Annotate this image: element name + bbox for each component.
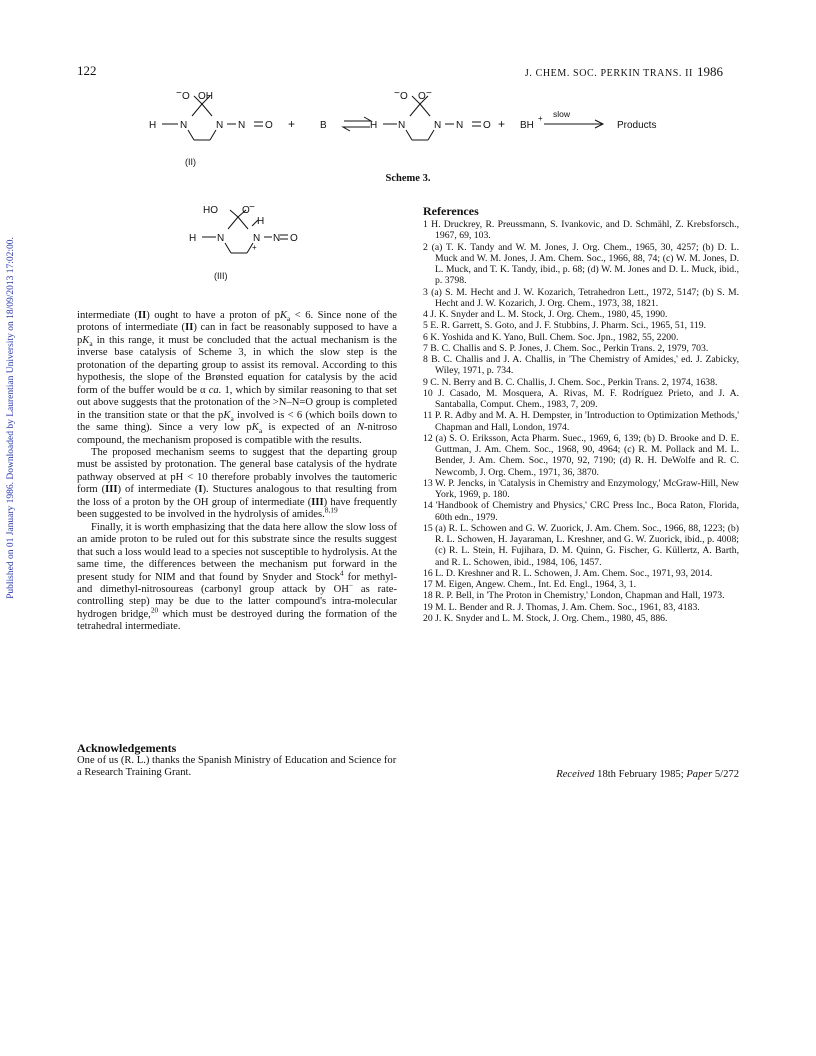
reference-item: 12 (a) S. O. Eriksson, Acta Pharm. Suec., 1969, 6, 139; (b) D. Brooke and D. E. Guttman, J. Am. Chem. Soc., 1968, 90, 4964; (c) R. M. Pollack and M. L. Bender, J. Am. Chem. Soc., 1970, 92, 7190; (d) R. H. DeWolfe and R. C. Newcomb, J. Org. Chem., 1971, 36, 3870.	[423, 432, 739, 478]
svg-text:N: N	[456, 120, 464, 131]
paragraph-1: intermediate (II) ought to have a proton of $pK_a < 6$. Since none of the protons of intermediate (II) can in fact be reasonably supposed to have a $pK_a$ in this range, it must be concluded that the actual mechanism is the inverse base catalysis of Scheme 3, in which the slow step is the protonation of the departing group to assist its removal. According to this hypothesis, the slope of the Brønsted equation for catalysis by the acid form of the buffer would be α ca. 1, which by similar reasoning to that set out above suggests that the protonation of the >N–N=O group is completed in the transition state or that the $pK_a$ involved is < 6 (which boils down to the same thing). Since a very low $pK_a$ is expected of an N-nitroso compound, the mechanism proposed is compatible with the results.	[77, 310, 397, 446]
page-number: 122	[77, 63, 97, 78]
conjugate-acid-label: BH	[520, 120, 534, 131]
reference-item: 19 M. L. Bender and R. J. Thomas, J. Am. Chem. Soc., 1961, 83, 4183.	[423, 601, 700, 613]
references-heading: References	[423, 204, 479, 218]
reference-item: 1 H. Druckrey, R. Preussmann, S. Ivankovic, and D. Schmähl, Z. Krebsforsch., 1967, 69, 103.	[423, 219, 739, 242]
svg-text:O: O	[242, 205, 250, 216]
svg-text:N: N	[180, 120, 188, 131]
svg-text:N: N	[253, 233, 261, 244]
svg-text:OH: OH	[198, 91, 213, 102]
svg-text:N: N	[216, 120, 224, 131]
svg-text:−: −	[394, 88, 400, 99]
acknowledgements-text: One of us (R. L.) thanks the Spanish Ministry of Education and Science for a Research Training Grant.	[77, 755, 397, 779]
paragraph-2: The proposed mechanism seems to suggest that the departing group must be assisted by protonation. The general base catalysis of the hydrate pathway observed at pH < 10 therefore probably involves the tautomeric form (III) of intermediate (I). Stuctures analogous to that resulting from the loss of a proton by the OH group of intermediate (III) have frequently been suggested to be involved in the hydrolysis of amides.$^{8,19}$	[77, 446, 398, 521]
reference-item: 4 J. K. Snyder and L. M. Stock, J. Org. Chem., 1980, 45, 1990.	[423, 309, 668, 320]
svg-text:H: H	[149, 120, 157, 131]
slow-arrow	[544, 120, 603, 128]
reference-item: 15 (a) R. L. Schowen and G. W. Zuorick, J. Am. Chem. Soc., 1966, 88, 1223; (b) R. L. Schowen, H. Jayaraman, L. Kreshner, and G. W. Zuorick, ibid., p. 4008; (c) R. L. Stein, H. Fujihara, D. M. Quinn, G. Fischer, G. Küllertz, A. Barth, and R. L. Schowen, ibid., 1984, 106, 1457.	[423, 522, 739, 568]
svg-text:H: H	[370, 120, 378, 131]
svg-text:O: O	[400, 91, 408, 102]
paper-label: Paper	[686, 769, 713, 780]
svg-text:−: −	[426, 88, 432, 99]
reference-item: 17 M. Eigen, Angew. Chem., Int. Ed. Engl., 1964, 3, 1.	[423, 579, 637, 590]
svg-text:O: O	[483, 120, 491, 131]
svg-text:H: H	[189, 233, 197, 244]
svg-text:N: N	[217, 233, 225, 244]
body-text	[77, 310, 397, 634]
svg-text:N: N	[238, 120, 246, 131]
reference-item: 18 R. P. Bell, in 'The Proton in Chemistry,' London, Chapman and Hall, 1973.	[423, 590, 725, 602]
paragraph-3: Finally, it is worth emphasizing that the data here allow the slow loss of an amide proton to be ruled out for this substrate since the results suggest that such a loss would lead to a species not susceptible to hydrolysis. At the same time, the differences between the mechanism put forward in the present study for NIM and that found by Snyder and Stock$^4$ for methyl- and dimethyl-nitrosoureas (carbonyl group attack by OH− as rate-controlling step) may be due to the latter compound's intra-molecular hydrogen bridge,$^{20}$ which must be destroyed during the formation of the tetrahedral intermediate.	[77, 521, 397, 633]
svg-text:−: −	[249, 202, 255, 213]
svg-text:+: +	[252, 243, 257, 252]
reference-item: 3 (a) S. M. Hecht and J. W. Kozarich, Tetrahedron Lett., 1972, 5147; (b) S. M. Hecht and J. W. Kozarich, J. Org. Chem., 1973, 38, 1821.	[423, 286, 739, 309]
reference-item: 6 K. Yoshida and K. Yano, Bull. Chem. Soc. Jpn., 1982, 55, 2200.	[423, 331, 679, 343]
structure-II	[162, 96, 263, 140]
svg-text:H: H	[257, 216, 265, 227]
paper-number: 5/272	[714, 769, 739, 780]
reference-item: 2 (a) T. K. Tandy and W. M. Jones, J. Org. Chem., 1965, 30, 4257; (b) D. L. Muck and W. M. Jones, J. Am. Chem. Soc., 1966, 88, 74; (c) W. M. Jones, D. L. Muck, and T. K. Tandy, ibid., p. 68; (d) W. M. Jones and D. L. Muck, ibid., p. 3798.	[423, 241, 739, 287]
reference-item: 9 C. N. Berry and B. C. Challis, J. Chem. Soc., Perkin Trans. 2, 1974, 1638.	[423, 376, 718, 388]
structure-III-diagram	[168, 198, 308, 284]
structure-II-anion	[383, 96, 481, 140]
svg-text:O: O	[418, 91, 426, 102]
reference-item: 13 W. P. Jencks, in 'Catalysis in Chemistry and Enzymology,' McGraw-Hill, New York, 1969, p. 180.	[423, 477, 739, 500]
svg-text:N: N	[273, 233, 281, 244]
plus-sign: +	[288, 117, 296, 131]
svg-text:O: O	[290, 233, 298, 244]
running-head	[525, 64, 723, 80]
plus-sign: +	[498, 117, 506, 131]
reference-item: 20 J. K. Snyder and L. M. Stock, J. Org. Chem., 1980, 45, 886.	[423, 612, 668, 624]
reference-item: 11 P. R. Adby and M. A. H. Dempster, in 'Introduction to Optimization Methods,' Chapman and Hall, London, 1974.	[423, 410, 739, 433]
scheme-3-diagram	[140, 88, 680, 168]
received-label: Received	[556, 769, 595, 780]
svg-text:HO: HO	[203, 205, 218, 216]
equilibrium-arrow	[343, 117, 371, 131]
received-date	[556, 769, 739, 780]
svg-text:N: N	[434, 120, 442, 131]
svg-text:O: O	[265, 120, 273, 131]
reference-item: 5 E. R. Garrett, S. Goto, and J. F. Stubbins, J. Pharm. Sci., 1965, 51, 119.	[423, 320, 707, 332]
svg-text:O: O	[182, 91, 190, 102]
svg-text:−: −	[176, 88, 182, 99]
references-list	[423, 219, 739, 624]
journal-name: J. CHEM. SOC. PERKIN TRANS. II	[524, 68, 693, 79]
reference-item: 7 B. C. Challis and S. P. Jones, J. Chem. Soc., Perkin Trans. 2, 1979, 703.	[423, 342, 709, 354]
journal-year: 1986	[697, 64, 723, 79]
received-date-value: 18th February 1985;	[597, 769, 684, 780]
svg-text:+: +	[538, 114, 543, 123]
svg-text:N: N	[398, 120, 406, 131]
products-label: Products	[617, 120, 657, 131]
publication-stamp: Published on 01 January 1986. Downloaded by Laurentian University on 18/09/2013 17:02:00.	[6, 237, 16, 599]
reference-item: 14 'Handbook of Chemistry and Physics,' CRC Press Inc., Boca Raton, Florida, 60th edn., 1979.	[423, 500, 739, 523]
reference-item: 10 J. Casado, M. Mosquera, A. Rivas, M. F. Rodríguez Prieto, and J. A. Santaballa, Comput. Chem., 1983, 7, 209.	[423, 387, 739, 410]
reference-item: 8 B. C. Challis and J. A. Challis, in 'The Chemistry of Amides,' ed. J. Zabicky, Wiley, 1971, p. 734.	[423, 354, 739, 377]
svg-text:(II): (II)	[185, 157, 196, 167]
scheme-caption: Scheme 3.	[385, 173, 431, 184]
acknowledgements-heading: Acknowledgements	[77, 741, 177, 755]
reference-item: 16 L. D. Kreshner and R. L. Schowen, J. Am. Chem. Soc., 1971, 93, 2014.	[423, 567, 713, 579]
arrow-label: slow	[553, 109, 571, 119]
base-label: B	[320, 120, 327, 131]
structure-III-label: (III)	[214, 271, 228, 281]
